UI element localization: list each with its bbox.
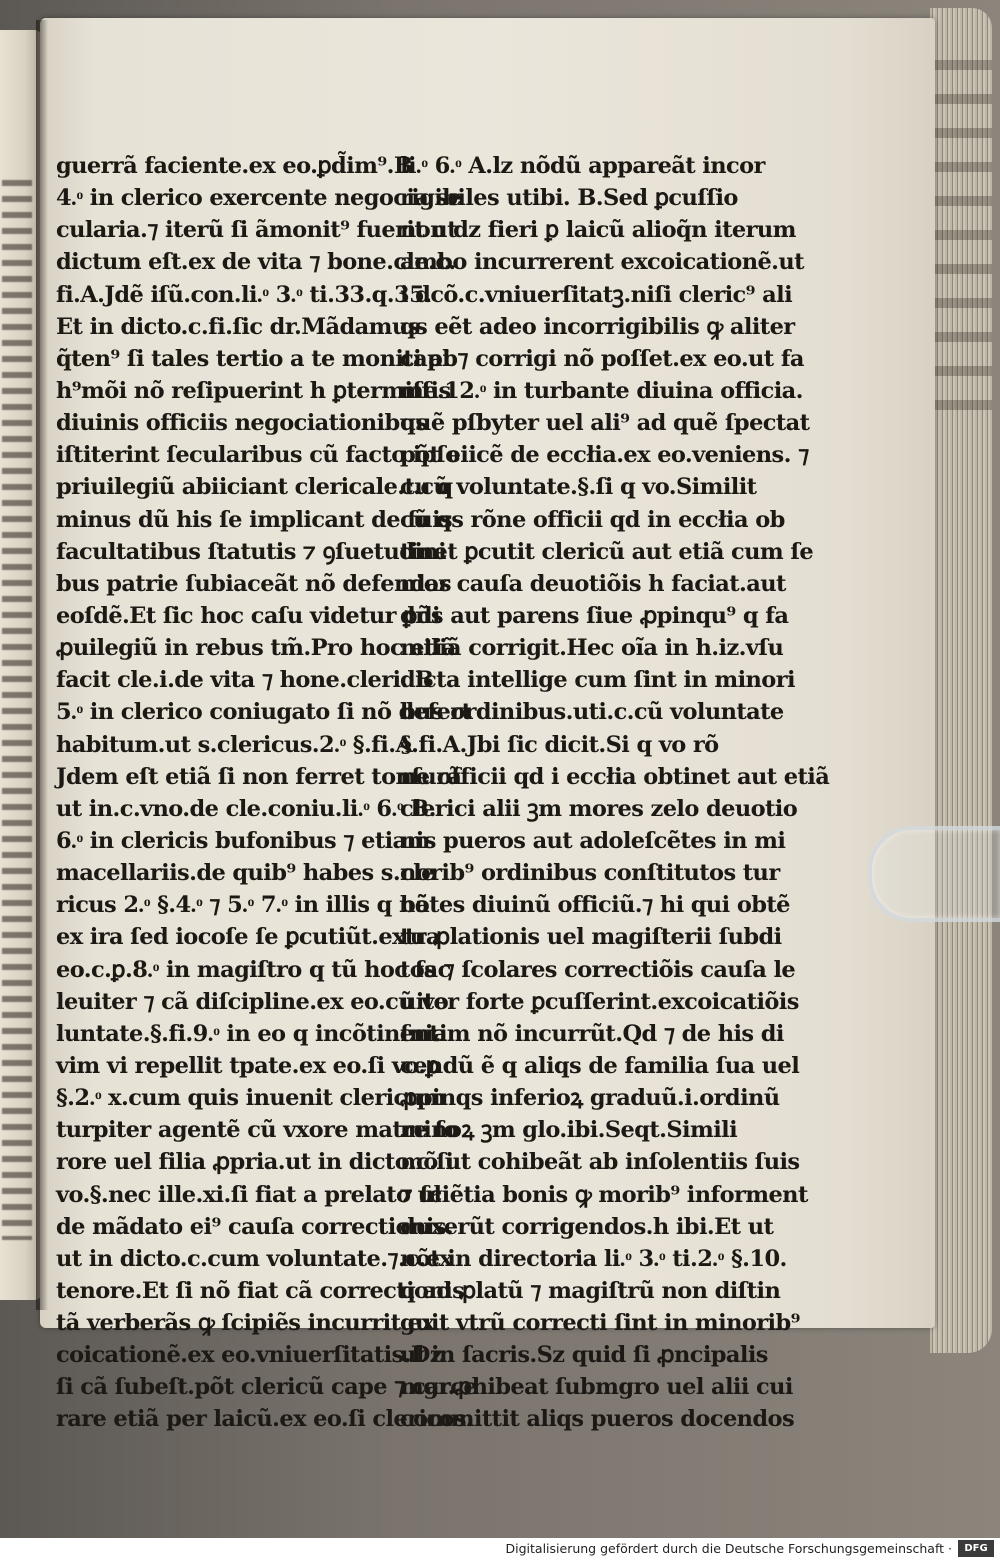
text-line: minoꝝ ꝫm glo.ibi.Seqt.Simili xyxy=(400,1117,738,1144)
text-line: uł in ſacris.Sz quid ſi ꝓncipalis xyxy=(400,1342,768,1369)
text-line: nis pueros aut adoleſcẽtes in mi xyxy=(400,827,786,854)
text-line: de mãdato ei⁹ cauſa correctionis. xyxy=(56,1213,454,1240)
text-line: fi.A.Jdẽ iſũ.con.li.ͦ 3.ͦ ti.33.q.35. xyxy=(56,281,432,308)
text-line: vo.§.nec ille.xi.ſi fiat a prelato uł xyxy=(56,1181,442,1208)
text-line: qs eẽt adeo incorrigibilis ꝙ aliter xyxy=(400,313,795,340)
text-line: mõ ut cohibeãt ab inſolentiis ſuis xyxy=(400,1149,800,1176)
text-line: dicta intellige cum ſint in minori xyxy=(400,667,795,694)
text-line: vim vi repellit tpate.ex eo.ſi vo.ꝑ xyxy=(56,1052,440,1079)
spine-shadow xyxy=(36,20,48,1310)
text-line: miliã corrigit.Hec oĩa in h.iz.vſu xyxy=(400,635,784,662)
text-line: ambo incurrerent excoicationẽ.ut xyxy=(400,249,804,276)
text-line: li.ͦ 6.ͦ A.lz nõdũ appareãt incor xyxy=(400,153,765,179)
text-line: priuilegiũ abiiciant clericale.tu q xyxy=(56,474,453,501)
text-column-right xyxy=(400,150,830,1436)
text-line: ut in dicto.c.cum voluntate.⁊.c.ex xyxy=(56,1245,453,1272)
footer-credit: Digitalisierung gefördert durch die Deutsche Forschungsgemeinschaft · xyxy=(505,1541,952,1556)
text-line: ſi cã ſubeſt.põt clericũ cape ⁊ carce xyxy=(56,1374,478,1401)
text-line: ꝓuilegiũ in rebus tm̃.Pro hoc etiã xyxy=(56,635,456,662)
text-line: coicationẽ.ex eo.vniuerſitatis.Dz xyxy=(56,1342,442,1369)
text-line: capi ⁊ corrigi nõ poſſet.ex eo.ut fa xyxy=(400,345,804,372)
text-line: nõt in directoria li.ͦ 3.ͦ ti.2.ͦ §.10. xyxy=(400,1245,787,1272)
text-line: ſniam nõ incurrũt.Qd ⁊ de his di xyxy=(400,1020,784,1047)
text-line: §.fi.A.Jbi ſic dicit.Si q vo rõ xyxy=(400,731,719,758)
text-line: tã verberãs ꝙ ſcipiẽs incurrit ex xyxy=(56,1310,435,1337)
text-line: §.2.ͦ x.cum quis inuenit clericum xyxy=(56,1085,446,1112)
text-line: tenore.Et ſi nõ fiat cã correctionis xyxy=(56,1277,465,1304)
text-line: bus patrie ſubiaceãt nõ defendas xyxy=(56,570,451,597)
text-column-left xyxy=(56,150,478,1436)
text-line: rore uel filia ꝓpria.ut in dicto.c.ſi xyxy=(56,1149,454,1176)
text-line: nior cauſa deuotiõis h faciat.aut xyxy=(400,570,786,597)
text-line: ne officii qd i eccłia obtinet aut etiã xyxy=(400,763,830,790)
text-line: non dz fieri ꝑ laicũ alioq̃n iterum xyxy=(400,217,796,244)
text-line: committit aliqs pueros docendos xyxy=(400,1406,795,1433)
text-line: minus dũ his ſe implicant de ſuis xyxy=(56,506,453,533)
text-line: h⁹mõi nõ reſipuerint h ꝑtermiſſis xyxy=(56,377,451,404)
text-line: ricus 2.ͦ §.4.ͦ ⁊ 5.ͦ 7.ͦ in illis q nõ xyxy=(56,892,430,919)
text-line: põt eiicẽ de eccłia.ex eo.veniens. ⁊ xyxy=(400,442,809,469)
text-line: uiter forte ꝑcuſſerint.excoicatiõis xyxy=(400,988,799,1015)
text-line: turpiter agentẽ cũ vxore matre ſo xyxy=(56,1117,458,1144)
text-line: bãtes diuinũ officiũ.⁊ hi qui obtẽ xyxy=(400,892,790,919)
dfg-logo: DFG xyxy=(958,1540,994,1557)
text-line: tinet ꝑcutit clericũ aut etiã cum ſe xyxy=(400,538,814,565)
text-line: norib⁹ ordinibus conſtitutos tur xyxy=(400,860,780,887)
text-line: q ad ꝓlatũ ⁊ magiſtrũ non diſtin xyxy=(400,1277,781,1304)
text-line: mgr.ꝓhibeat ſubmgro uel alii cui xyxy=(400,1374,793,1401)
text-line: eo.c.ꝑ.8.ͦ in magiſtro q tũ hoc fac xyxy=(56,956,451,983)
text-line: cũ qs rõne officii qd in eccłia ob xyxy=(400,506,785,533)
text-line: leuiter ⁊ cã diſcipline.ex eo.cũ vo xyxy=(56,988,449,1015)
text-line: macellariis.de quib⁹ habes s.cle xyxy=(56,860,435,887)
text-line: quẽ pſbyter uel ali⁹ ad quẽ ſpectat xyxy=(400,410,810,437)
text-line: Et in dicto.c.fi.ſic dr.Mãdamus xyxy=(56,313,420,340)
text-line: luntate.§.fi.9.ͦ in eo q incõtinenti xyxy=(56,1020,447,1047)
text-line: 4.ͦ in clerico exercente negocia se xyxy=(56,185,462,212)
text-line: cularia.⁊ iterũ ſi ãmonit⁹ fuerit ut xyxy=(56,217,457,244)
text-line: ut in.c.vno.de cle.coniu.li.ͦ 6.ͦ B. xyxy=(56,795,436,822)
text-line: q̃ten⁹ ſi tales tertio a te moniti ab xyxy=(56,345,458,372)
text-line: iſtiterint ſecularibus cũ facto ipſo xyxy=(56,442,460,469)
text-line: habitum.ut s.clericus.2.ͦ §.fi.A xyxy=(56,731,413,758)
text-line: clerici alii ꝫm mores zelo deuotio xyxy=(400,795,798,822)
text-line: c.cũ voluntate.§.ſi q vo.Similit xyxy=(400,474,757,501)
text-line: i dcõ.c.vniuerſitatꝫ.niſi cleric⁹ ali xyxy=(400,281,793,308)
text-line: 5.ͦ in clerico coniugato ſi nõ defert xyxy=(56,699,472,726)
footer-bar xyxy=(0,1538,1000,1560)
text-line: bus ordinibus.uti.c.cũ voluntate xyxy=(400,699,784,726)
text-line: me.12.ͦ in turbante diuina officia. xyxy=(400,377,803,404)
text-line: guit vtrũ correcti ſint in minorib⁹ xyxy=(400,1310,800,1337)
text-line: tos ⁊ ſcolares correctiõis cauſa le xyxy=(400,956,796,983)
text-line: ꝓpinqs inferioꝝ graduũ.i.ordinũ xyxy=(400,1085,780,1112)
next-page-edge-text xyxy=(934,60,992,420)
text-line: guerrã faciente.ex eo.ꝑd̃im⁹.B xyxy=(56,153,413,179)
text-line: facultatibus ſtatutis ⁊ ꝯſuetudini xyxy=(56,538,447,565)
text-line: 6.ͦ in clericis bufonibus ⁊ etiam xyxy=(56,827,430,854)
text-line: ⁊ ſciẽtia bonis ꝙ morib⁹ informent xyxy=(400,1181,808,1208)
text-line: dñs aut parens ſiue ꝓpinqu⁹ q fa xyxy=(400,602,789,629)
text-line: eoſdẽ.Et ſic hoc caſu videtur ꝑdi xyxy=(56,602,440,629)
paper-clip xyxy=(868,826,1000,922)
text-line: cendũ ẽ q aliqs de familia ſua uel xyxy=(400,1052,800,1079)
text-line: Jdem eſt etiã ſi non ferret tonſurã xyxy=(56,763,462,790)
text-line: ex ira ſed iocoſe ſe ꝑcutiũt.extra xyxy=(56,924,440,951)
text-line: tu ꝓlationis uel magiſterii ſubdi xyxy=(400,924,782,951)
text-line: facit cle.i.de vita ⁊ hone.cleri. B xyxy=(56,667,434,694)
text-line: duxerũt corrigendos.h ibi.Et ut xyxy=(400,1213,774,1240)
text-line: rare etiã per laicũ.ex eo.ſi clericos. xyxy=(56,1406,474,1433)
text-line: dictum eſt.ex de vita ⁊ bone.cle.c. xyxy=(56,249,456,276)
text-line: rigibiles utibi. B.Sed ꝑcuſſio xyxy=(400,185,738,212)
text-line: diuinis officiis negociationibus xyxy=(56,410,428,437)
